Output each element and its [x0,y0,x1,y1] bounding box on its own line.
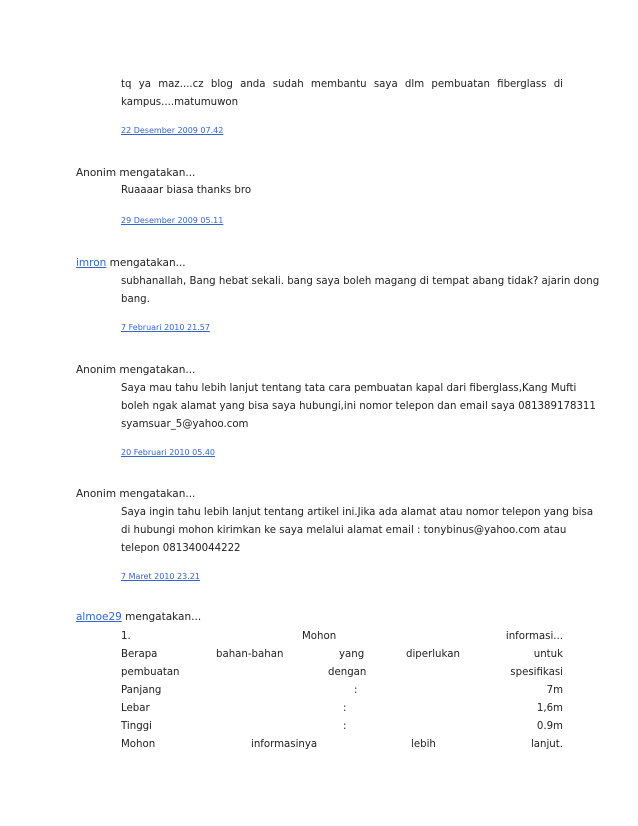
spec-cell: yang [339,649,365,660]
spec-cell: dengan [328,667,367,678]
comment-3-timestamp-link[interactable]: 7 Februari 2010 21.57 [121,323,210,332]
spec-cell: informasi... [505,631,563,642]
comment-4-timestamp[interactable] [121,447,215,458]
spec-cell: 0.9m [536,721,563,732]
spec-row-2 [121,648,563,662]
spec-row-3 [121,666,563,680]
comment-2-author: Anonim [76,167,117,179]
comment-2-line-1: Ruaaaar biasa thanks bro [121,185,252,196]
comment-5-line-1: Saya ingin tahu lebih lanjut tentang artikel ini.Jika ada alamat atau nomor telepon yang bisa [121,507,594,518]
spec-row-5 [121,702,563,716]
comment-1-timestamp-link[interactable]: 22 Desember 2009 07.42 [121,126,224,135]
comment-1-timestamp[interactable] [121,125,223,136]
comment-4-author: Anonim [76,364,117,376]
spec-cell: Mohon [121,739,156,750]
comment-3-line-1: subhanallah, Bang hebat sekali. bang saya boleh magang di tempat abang tidak? ajarin dong [121,276,600,287]
spec-cell: : [343,703,347,714]
spec-cell: Lebar [121,703,150,714]
comment-3-line-2: bang. [121,294,150,305]
spec-row-1 [121,630,563,644]
spec-cell: untuk [533,649,563,660]
comment-2-timestamp-link[interactable]: 29 Desember 2009 05.11 [121,216,224,225]
spec-cell: Berapa [121,649,158,660]
spec-cell: : [354,685,358,696]
spec-row-7 [121,738,563,752]
comment-4-author-line [76,363,195,377]
spec-cell: lebih [411,739,436,750]
comment-1-line-2: kampus....matumuwon [121,97,239,108]
spec-cell: Panjang [121,685,162,696]
spec-cell: Tinggi [121,721,152,732]
comment-6-says: mengatakan... [125,611,202,623]
spec-cell: spesifikasi [510,667,563,678]
comment-4-line-3: syamsuar_5@yahoo.com [121,419,249,430]
spec-cell: 1. [121,631,131,642]
comment-6-author-line [76,610,201,624]
spec-row-6 [121,720,563,734]
spec-cell: : [343,721,347,732]
spec-cell: bahan-bahan [216,649,284,660]
comment-5-line-2: di hubungi mohon kirimkan ke saya melalui alamat email : tonybinus@yahoo.com atau [121,525,567,536]
comment-4-timestamp-link[interactable]: 20 Februari 2010 05.40 [121,448,216,457]
spec-cell: lanjut. [530,739,563,750]
comment-5-timestamp[interactable] [121,571,200,582]
comment-5-timestamp-link[interactable]: 7 Maret 2010 23.21 [121,572,200,581]
comment-3-author-line [76,256,186,270]
comment-4-line-2: boleh ngak alamat yang bisa saya hubungi,ini nomor telepon dan email saya 081389178311 [121,401,596,412]
spec-cell: 7m [546,685,563,696]
comment-4-line-1: Saya mau tahu lebih lanjut tentang tata cara pembuatan kapal dari fiberglass,Kang Mufti [121,383,577,394]
spec-cell: informasinya [251,739,318,750]
spec-cell: pembuatan [121,667,180,678]
comment-2-timestamp[interactable] [121,215,223,226]
comment-5-says: mengatakan... [119,488,196,500]
spec-cell: Mohon [302,631,337,642]
comment-4-says: mengatakan... [119,364,196,376]
comment-2-says: mengatakan... [119,167,196,179]
comment-5-line-3: telepon 081340044222 [121,543,241,554]
comment-3-author-link[interactable]: imron [76,257,107,269]
comment-5-author-line [76,487,195,501]
spec-row-4 [121,684,563,698]
comment-3-says: mengatakan... [109,257,186,269]
comment-5-author: Anonim [76,488,117,500]
spec-cell: diperlukan [406,649,460,660]
comment-3-timestamp[interactable] [121,322,210,333]
spec-cell: 1,6m [536,703,563,714]
comment-1-line-1: tq ya maz....cz blog anda sudah membantu saya dlm pembuatan fiberglass di [121,79,563,90]
comment-6-author-link[interactable]: almoe29 [76,611,122,623]
comment-2-author-line [76,166,195,180]
